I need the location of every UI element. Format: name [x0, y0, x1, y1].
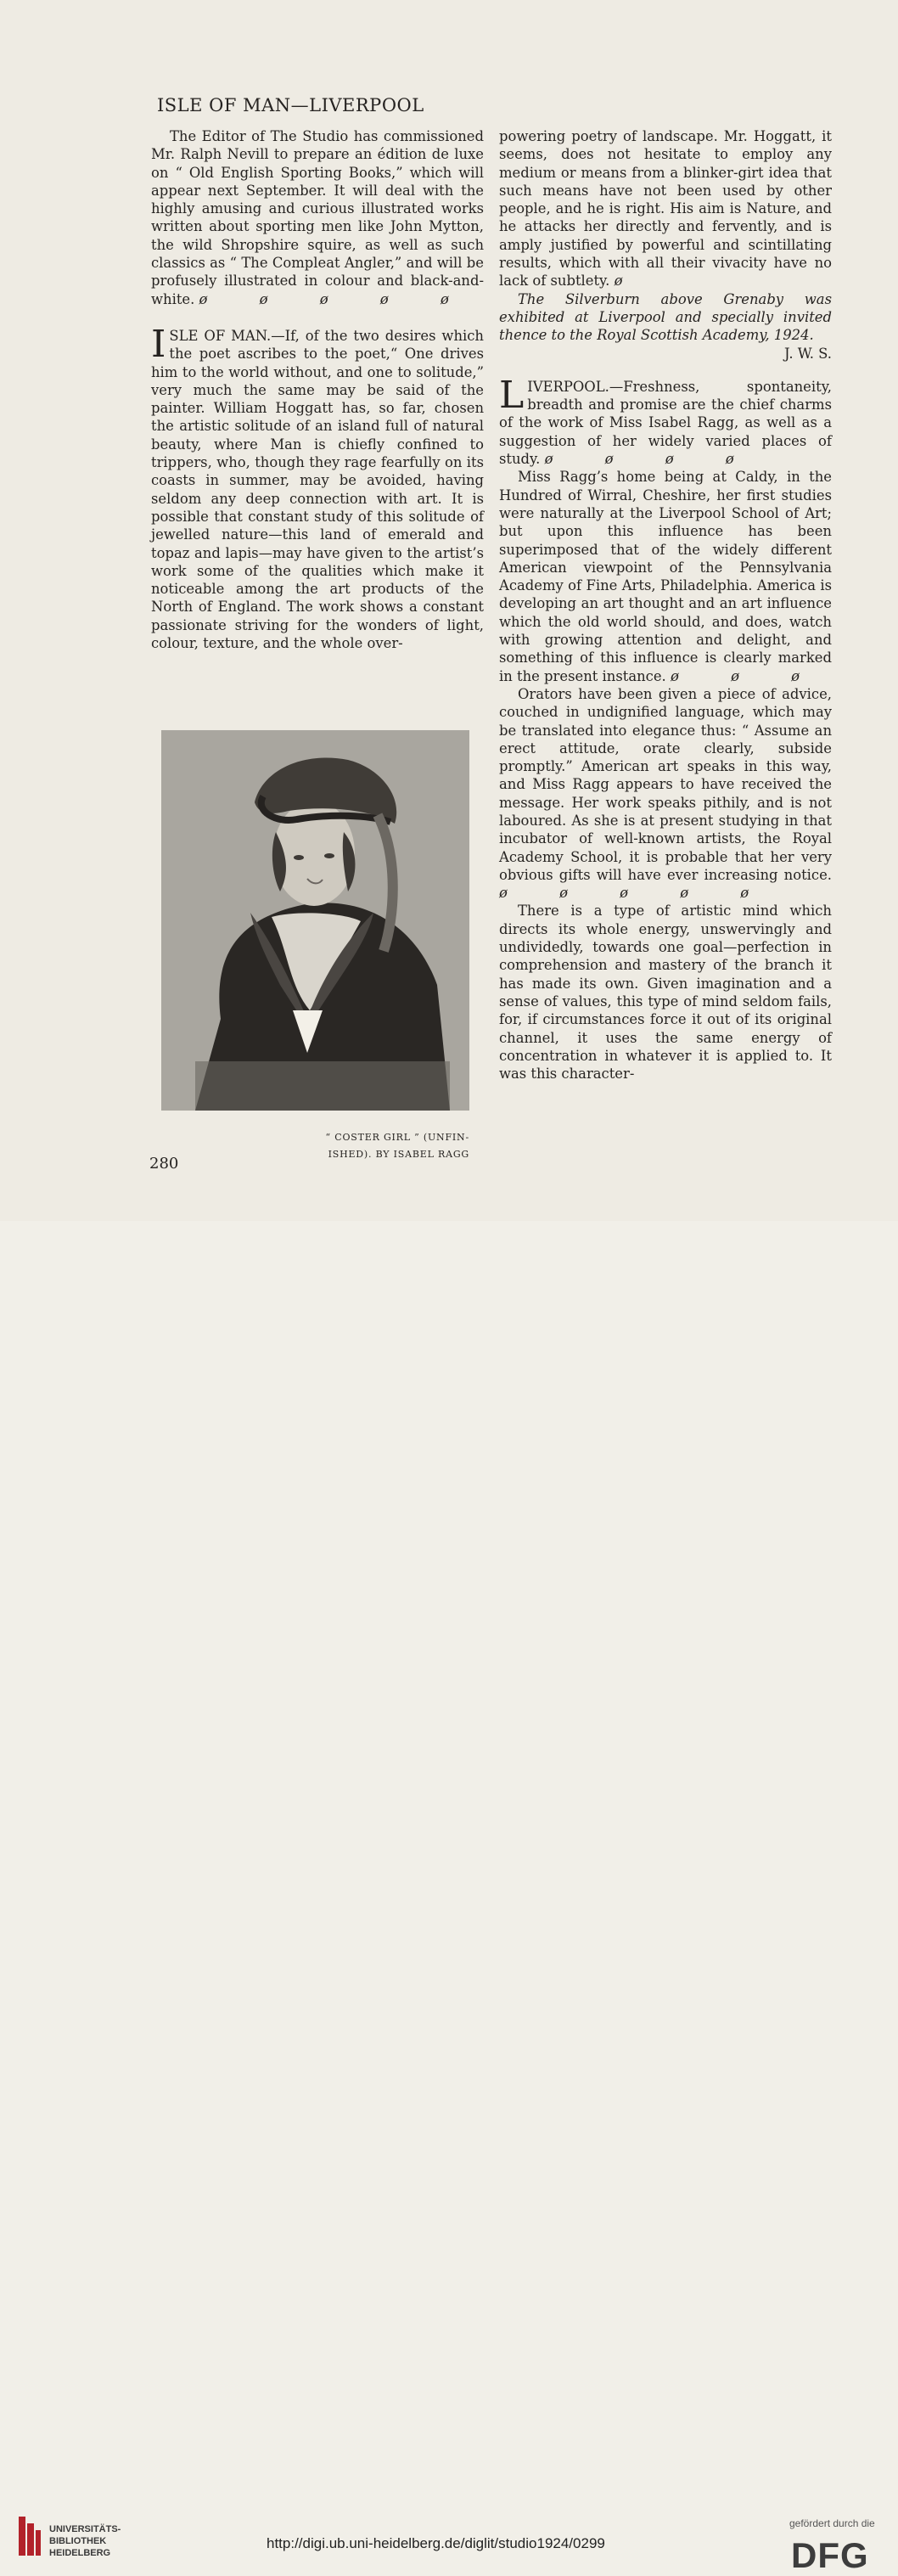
page-number: 280 [149, 1155, 179, 1173]
paragraph-studio-editor [151, 127, 484, 308]
paragraph-text: There is a type of artistic mind which directs its whole energy, unswervingly and undividedly, towards one goal—perfection in comprehension and mastery of the branch it has made its own. Given imagination and a sense of values, this type of mind seldom fails, for, if circumstances force it out of its original channel, it uses the same energy of concentration in whatever it is applied to. It was this character- [499, 903, 832, 1083]
library-name [49, 2523, 121, 2559]
caption-line: “ COSTER GIRL ” (UNFIN- [325, 1132, 469, 1143]
ornament-marks: ø ø ø ø [544, 451, 758, 468]
paragraph-text: Miss Ragg’s home being at Caldy, in the Hundred of Wirral, Cheshire, her first studies were naturally at the Liverpool School of Art; but upon this influence has been superimposed that of the widely different American viewpoint of the Pennsylvania Academy of Fine Arts, Philadelphia. America is developing an art thought and an art influence which the old world should, and does, watch with growing attention and delight, and something of this influence is clearly marked in the present instance. [499, 469, 832, 684]
drop-cap: I [151, 322, 166, 366]
paragraph-artistic-mind [499, 902, 832, 1083]
paragraph-text: powering poetry of landscape. Mr. Hoggatt, it seems, does not hesitate to employ any medium or means from a blinker-girt idea that such means have not been used by other people, and he is right. His aim is Nature, and he attacks her directly and fervently, and is amply justified by powerful and scintillating results, which with all their vivacity have no lack of subtlety. [499, 128, 832, 290]
dfg-logo: DFG [791, 2535, 869, 2575]
ornament-marks: ø [614, 273, 647, 290]
paragraph-isle-of-man [151, 322, 484, 652]
figure-caption [255, 1129, 469, 1163]
running-head: ISLE OF MAN—LIVERPOOL [157, 95, 424, 115]
left-column [151, 127, 484, 652]
paragraph-orators [499, 685, 832, 903]
paragraph-liverpool [499, 373, 832, 468]
university-library-logo-icon [17, 2515, 42, 2557]
paragraph-text: Orators have been given a piece of advice, couched in undignified language, which may be translated into elegance thus: “ Assume an erect attitude, orate clearly, subside promptly.” American art speaks in this way, and Miss Ragg appears to have received the message. Her work speaks pithily, and is not laboured. As she is at present studying in that incubator of well-known artists, the Royal Academy School, it is probable that her very obvious gifts will have ever increasing notice. [499, 685, 832, 883]
ornament-marks: ø ø ø ø ø [199, 290, 473, 307]
library-name-line: UNIVERSITÄTS- [49, 2524, 121, 2534]
paragraph-miss-ragg [499, 468, 832, 685]
funding-note: gefördert durch die [789, 2517, 875, 2529]
scanned-page [0, 0, 898, 1221]
source-url-link[interactable]: http://digi.ub.uni-heidelberg.de/diglit/studio1924/0299 [267, 2535, 605, 2551]
author-signature: J. W. S. [784, 345, 832, 362]
ornament-marks: ø ø ø [671, 667, 824, 684]
coster-girl-painting [161, 730, 469, 1111]
drop-cap: L [499, 373, 525, 417]
right-column [499, 127, 832, 1083]
digitization-footer [0, 1248, 898, 2575]
library-name-line: HEIDELBERG [49, 2548, 111, 2558]
ornament-marks: ø ø ø ø ø [499, 885, 773, 902]
caption-line: ISHED). BY ISABEL RAGG [328, 1149, 469, 1160]
portrait-illustration [161, 730, 469, 1111]
paragraph-text: SLE OF MAN.—If, of the two desires which the poet ascribes to the poet,“ One drives him to the world without, and one to solitude,” very much the same may be said of the painter. William Hoggatt has, so far, chosen the artistic solitude of an island full of natural beauty, where Man is chiefly confined to trippers, who, though they rage fearfully on its coasts in summer, may be avoided, having seldom any deep connection with art. It is possible that constant study of this solitude of jewelled nature—this land of emerald and topaz and lapis—may have given to the artist’s work some of the qualities which make it noticeable among the art products of the North of England. The work shows a constant passionate striving for the wonders of light, colour, texture, and the whole over- [151, 327, 484, 652]
paragraph-text: The Silverburn above Grenaby was exhibited at Liverpool and specially invited thence to the Royal Scottish Academy, 1924. [499, 290, 832, 344]
paragraph-hoggatt [499, 127, 832, 290]
paragraph-text: IVERPOOL.—Freshness, spontaneity, breadth and promise are the chief charms of the work of Miss Isabel Ragg, as well as a suggestion of her widely varied places of study. [499, 378, 832, 468]
library-name-line: BIBLIOTHEK [49, 2536, 107, 2546]
paragraph-silverburn [499, 290, 832, 363]
paragraph-text: The Editor of The Studio has commissioned Mr. Ralph Nevill to prepare an édition de luxe on “ Old English Sporting Books,” which will appear next September. It will deal with the highly amusing and curious illustrated works written about sporting men like John Mytton, the wild Shropshire squire, as well as such classics as “ The Compleat Angler,” and will be profusely illustrated in colour and black-and-white. [151, 128, 484, 307]
